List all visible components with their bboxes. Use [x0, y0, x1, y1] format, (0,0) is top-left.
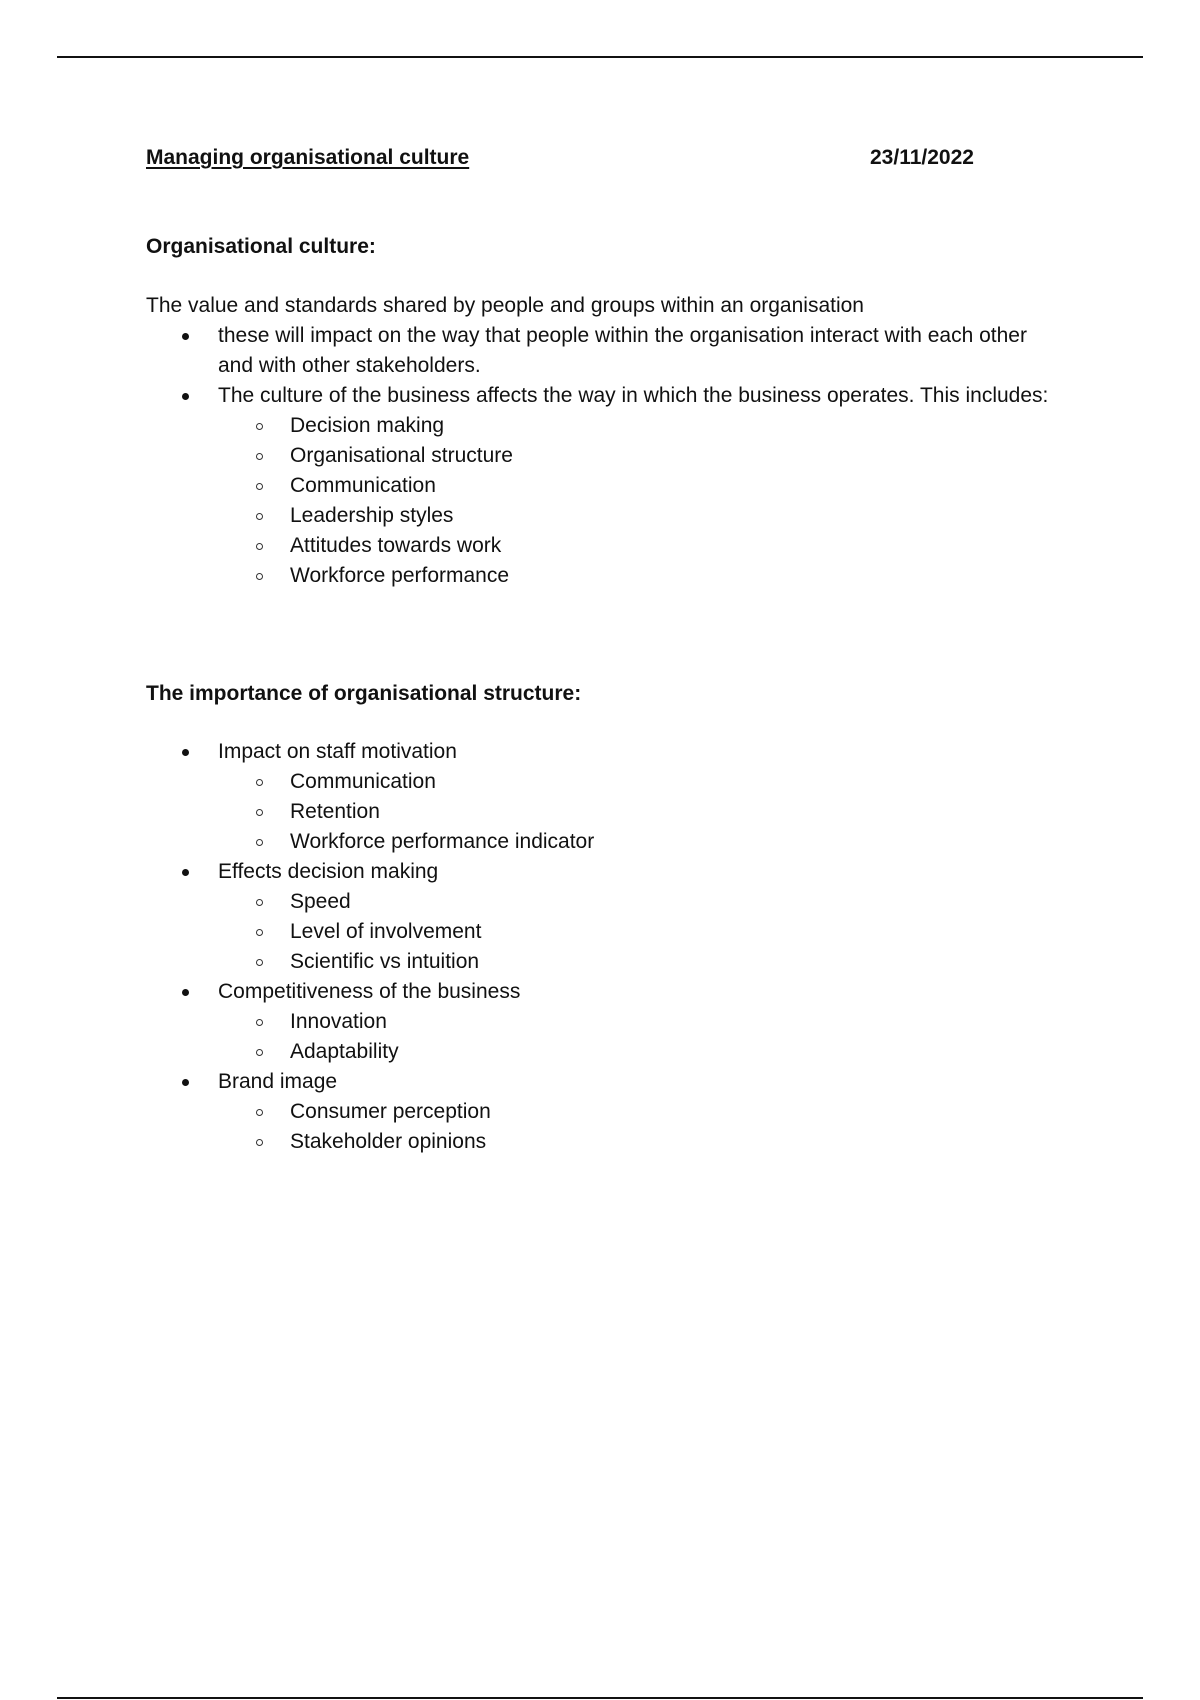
list-item-text: Competitiveness of the business: [218, 980, 521, 1003]
circle-bullet-icon: [256, 543, 263, 550]
culture-bullet-list: [146, 321, 1066, 591]
document-date: 23/11/2022: [870, 146, 974, 169]
sub-item-text: Communication: [290, 474, 436, 497]
sub-list-item: [290, 1127, 1066, 1157]
sub-item-text: Workforce performance: [290, 564, 510, 587]
section-heading-importance: The importance of organisational structure:: [146, 682, 582, 705]
page-title: Managing organisational culture: [146, 146, 470, 169]
bullet-icon: [182, 393, 189, 400]
list-item: [218, 381, 1066, 591]
list-item-text: Impact on staff motivation: [218, 740, 457, 763]
sub-item-text: Leadership styles: [290, 504, 454, 527]
list-item: [218, 977, 1066, 1067]
sub-list-item: [290, 441, 1066, 471]
list-item: [218, 321, 1066, 381]
circle-bullet-icon: [256, 453, 263, 460]
sub-list-item: [290, 1007, 1066, 1037]
circle-bullet-icon: [256, 809, 263, 816]
circle-bullet-icon: [256, 513, 263, 520]
sub-list: [218, 887, 1066, 977]
list-item: [218, 857, 1066, 977]
culture-definition: The value and standards shared by people and groups within an organisation: [146, 294, 864, 317]
importance-bullet-list: [146, 737, 1066, 1157]
circle-bullet-icon: [256, 423, 263, 430]
sub-item-text: Workforce performance indicator: [290, 830, 595, 853]
circle-bullet-icon: [256, 483, 263, 490]
sub-list: [218, 411, 1066, 591]
sub-item-text: Speed: [290, 890, 351, 913]
sub-list: [218, 1007, 1066, 1067]
sub-item-text: Scientific vs intuition: [290, 950, 480, 973]
bullet-icon: [182, 333, 189, 340]
circle-bullet-icon: [256, 839, 263, 846]
sub-list-item: [290, 561, 1066, 591]
circle-bullet-icon: [256, 1109, 263, 1116]
sub-list-item: [290, 501, 1066, 531]
sub-item-text: Communication: [290, 770, 436, 793]
circle-bullet-icon: [256, 1019, 263, 1026]
sub-list-item: [290, 917, 1066, 947]
sub-item-text: Organisational structure: [290, 444, 513, 467]
sub-list-item: [290, 1037, 1066, 1067]
top-rule: [57, 56, 1143, 58]
circle-bullet-icon: [256, 959, 263, 966]
sub-item-text: Decision making: [290, 414, 445, 437]
sub-list-item: [290, 947, 1066, 977]
sub-list: [218, 767, 1066, 857]
sub-list-item: [290, 767, 1066, 797]
bullet-icon: [182, 869, 189, 876]
sub-list-item: [290, 471, 1066, 501]
circle-bullet-icon: [256, 1139, 263, 1146]
section-heading-culture: Organisational culture:: [146, 235, 376, 258]
title-row: [146, 143, 1066, 173]
sub-list-item: [290, 797, 1066, 827]
document-page: [146, 143, 1066, 1157]
bullet-icon: [182, 989, 189, 996]
sub-item-text: Innovation: [290, 1010, 387, 1033]
sub-item-text: Stakeholder opinions: [290, 1130, 487, 1153]
circle-bullet-icon: [256, 1049, 263, 1056]
bullet-icon: [182, 749, 189, 756]
bullet-icon: [182, 1079, 189, 1086]
list-item-text: Effects decision making: [218, 860, 439, 883]
sub-item-text: Retention: [290, 800, 380, 823]
circle-bullet-icon: [256, 573, 263, 580]
list-item-text: The culture of the business affects the way in which the business operates. This includes:: [218, 384, 1049, 407]
sub-list-item: [290, 531, 1066, 561]
sub-list-item: [290, 1097, 1066, 1127]
sub-list-item: [290, 827, 1066, 857]
sub-item-text: Attitudes towards work: [290, 534, 502, 557]
list-item: [218, 1067, 1066, 1157]
list-item-text: Brand image: [218, 1070, 338, 1093]
sub-item-text: Adaptability: [290, 1040, 399, 1063]
circle-bullet-icon: [256, 779, 263, 786]
sub-item-text: Consumer perception: [290, 1100, 491, 1123]
sub-item-text: Level of involvement: [290, 920, 482, 943]
circle-bullet-icon: [256, 899, 263, 906]
list-item-text: these will impact on the way that people within the organisation interact with each other and with other stakeholders.: [218, 324, 1027, 377]
circle-bullet-icon: [256, 929, 263, 936]
bottom-rule: [57, 1697, 1143, 1699]
sub-list-item: [290, 887, 1066, 917]
sub-list: [218, 1097, 1066, 1157]
list-item: [218, 737, 1066, 857]
sub-list-item: [290, 411, 1066, 441]
